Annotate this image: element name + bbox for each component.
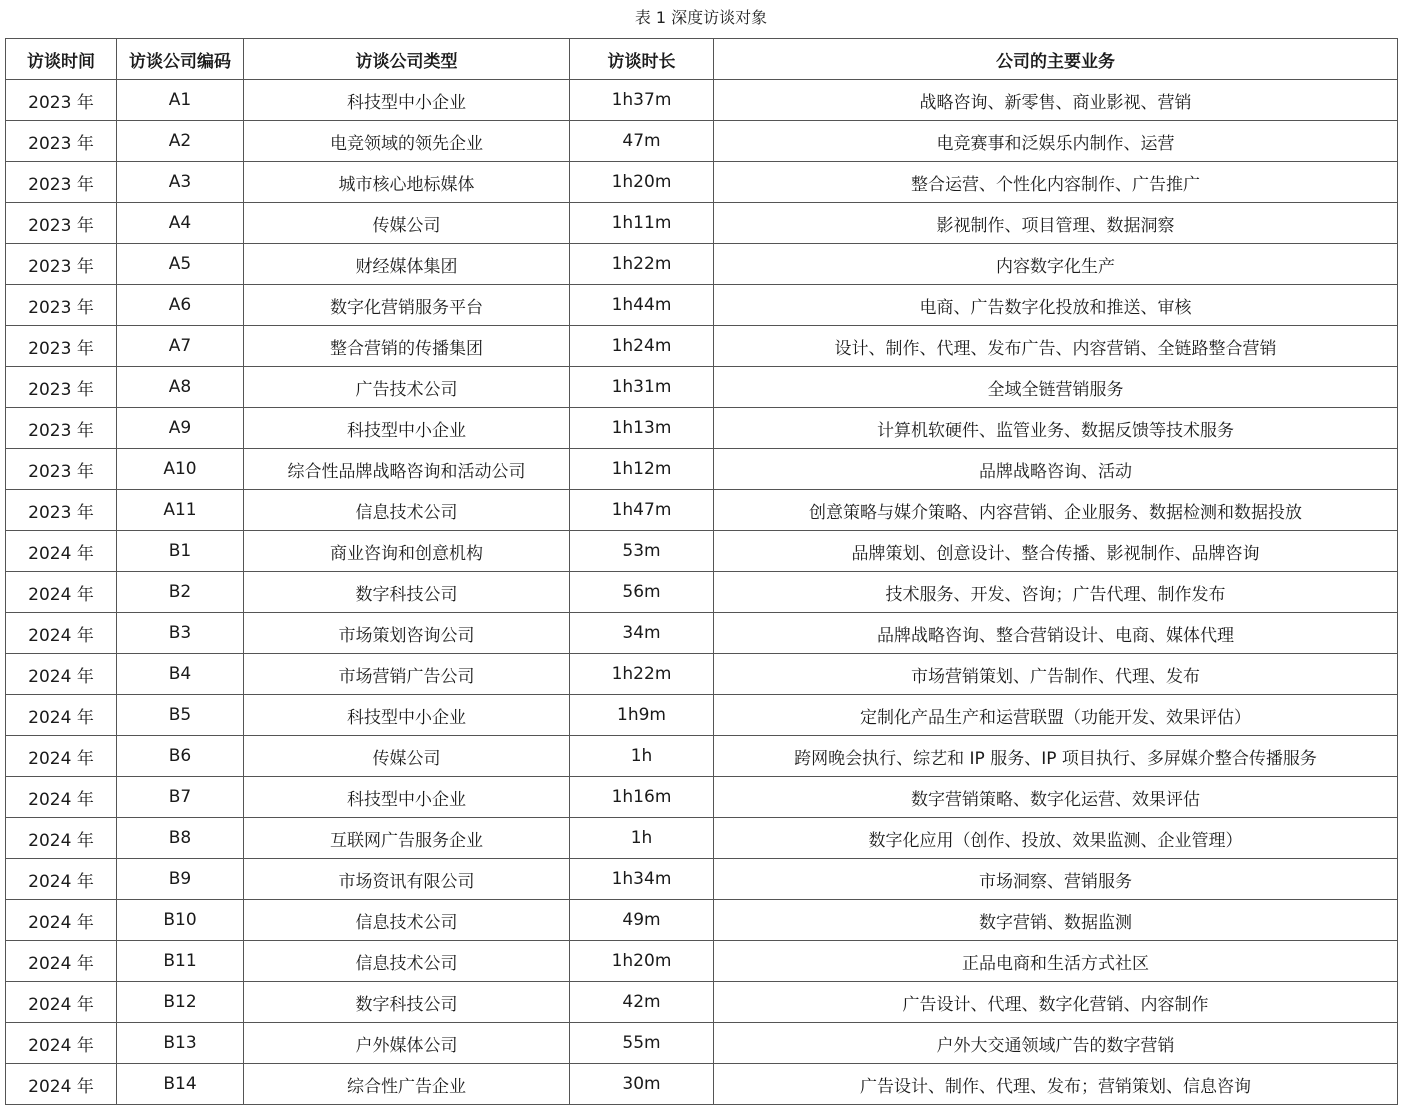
cell-interview-duration: 1h34m [570, 859, 714, 900]
header-row [6, 39, 1398, 80]
cell-company-type: 市场策划咨询公司 [244, 613, 570, 654]
cell-interview-time: 2023 年 [6, 408, 117, 449]
cell-main-business: 战略咨询、新零售、商业影视、营销 [714, 80, 1398, 121]
cell-interview-time: 2024 年 [6, 941, 117, 982]
cell-company-code: B13 [117, 1023, 244, 1064]
cell-main-business: 计算机软硬件、监管业务、数据反馈等技术服务 [714, 408, 1398, 449]
table-row [6, 1064, 1398, 1105]
cell-interview-duration: 1h24m [570, 326, 714, 367]
cell-company-type: 互联网广告服务企业 [244, 818, 570, 859]
cell-company-type: 商业咨询和创意机构 [244, 531, 570, 572]
cell-main-business: 设计、制作、代理、发布广告、内容营销、全链路整合营销 [714, 326, 1398, 367]
cell-interview-time: 2024 年 [6, 736, 117, 777]
cell-interview-duration: 1h20m [570, 941, 714, 982]
cell-main-business: 技术服务、开发、咨询；广告代理、制作发布 [714, 572, 1398, 613]
cell-main-business: 品牌战略咨询、活动 [714, 449, 1398, 490]
cell-interview-duration: 42m [570, 982, 714, 1023]
cell-interview-duration: 1h44m [570, 285, 714, 326]
cell-interview-time: 2024 年 [6, 818, 117, 859]
cell-interview-duration: 1h12m [570, 449, 714, 490]
cell-company-code: B2 [117, 572, 244, 613]
cell-interview-time: 2023 年 [6, 203, 117, 244]
table-row [6, 613, 1398, 654]
cell-company-code: B3 [117, 613, 244, 654]
cell-main-business: 电商、广告数字化投放和推送、审核 [714, 285, 1398, 326]
cell-main-business: 内容数字化生产 [714, 244, 1398, 285]
cell-interview-duration: 1h11m [570, 203, 714, 244]
cell-company-type: 广告技术公司 [244, 367, 570, 408]
cell-company-type: 科技型中小企业 [244, 408, 570, 449]
cell-interview-time: 2024 年 [6, 1023, 117, 1064]
cell-company-code: B5 [117, 695, 244, 736]
cell-company-type: 市场营销广告公司 [244, 654, 570, 695]
cell-interview-time: 2023 年 [6, 326, 117, 367]
cell-company-code: A9 [117, 408, 244, 449]
cell-company-type: 电竞领域的领先企业 [244, 121, 570, 162]
cell-main-business: 品牌策划、创意设计、整合传播、影视制作、品牌咨询 [714, 531, 1398, 572]
cell-main-business: 定制化产品生产和运营联盟（功能开发、效果评估） [714, 695, 1398, 736]
table-row [6, 408, 1398, 449]
cell-main-business: 品牌战略咨询、整合营销设计、电商、媒体代理 [714, 613, 1398, 654]
cell-interview-duration: 53m [570, 531, 714, 572]
cell-interview-duration: 1h [570, 818, 714, 859]
cell-main-business: 市场营销策划、广告制作、代理、发布 [714, 654, 1398, 695]
table-row [6, 818, 1398, 859]
cell-interview-time: 2024 年 [6, 654, 117, 695]
cell-company-code: B6 [117, 736, 244, 777]
cell-interview-time: 2024 年 [6, 613, 117, 654]
cell-company-type: 科技型中小企业 [244, 80, 570, 121]
table-row [6, 244, 1398, 285]
cell-interview-duration: 1h [570, 736, 714, 777]
table-row [6, 285, 1398, 326]
cell-company-code: A3 [117, 162, 244, 203]
header-company-type: 访谈公司类型 [244, 39, 570, 80]
cell-interview-time: 2024 年 [6, 695, 117, 736]
cell-company-code: B1 [117, 531, 244, 572]
cell-company-code: B14 [117, 1064, 244, 1105]
table-row [6, 1023, 1398, 1064]
cell-company-type: 传媒公司 [244, 736, 570, 777]
interview-table [5, 38, 1398, 1105]
table-row [6, 900, 1398, 941]
cell-interview-time: 2023 年 [6, 367, 117, 408]
cell-company-type: 科技型中小企业 [244, 777, 570, 818]
cell-interview-duration: 56m [570, 572, 714, 613]
table-caption: 表 1 深度访谈对象 [634, 8, 768, 27]
cell-company-code: B8 [117, 818, 244, 859]
cell-main-business: 跨网晚会执行、综艺和 IP 服务、IP 项目执行、多屏媒介整合传播服务 [714, 736, 1398, 777]
table-row [6, 572, 1398, 613]
cell-interview-duration: 1h47m [570, 490, 714, 531]
cell-interview-time: 2023 年 [6, 80, 117, 121]
cell-company-code: A10 [117, 449, 244, 490]
cell-interview-duration: 1h16m [570, 777, 714, 818]
cell-company-type: 数字科技公司 [244, 982, 570, 1023]
cell-company-type: 综合性品牌战略咨询和活动公司 [244, 449, 570, 490]
cell-interview-time: 2023 年 [6, 490, 117, 531]
table-row [6, 203, 1398, 244]
cell-main-business: 创意策略与媒介策略、内容营销、企业服务、数据检测和数据投放 [714, 490, 1398, 531]
cell-main-business: 数字营销、数据监测 [714, 900, 1398, 941]
cell-main-business: 整合运营、个性化内容制作、广告推广 [714, 162, 1398, 203]
cell-interview-time: 2024 年 [6, 531, 117, 572]
cell-interview-duration: 1h22m [570, 244, 714, 285]
header-company-code: 访谈公司编码 [117, 39, 244, 80]
table-row [6, 367, 1398, 408]
cell-company-type: 科技型中小企业 [244, 695, 570, 736]
table-row [6, 80, 1398, 121]
cell-company-type: 财经媒体集团 [244, 244, 570, 285]
cell-interview-time: 2023 年 [6, 449, 117, 490]
cell-interview-time: 2023 年 [6, 121, 117, 162]
cell-interview-time: 2023 年 [6, 285, 117, 326]
cell-company-type: 数字化营销服务平台 [244, 285, 570, 326]
cell-company-type: 传媒公司 [244, 203, 570, 244]
cell-main-business: 影视制作、项目管理、数据洞察 [714, 203, 1398, 244]
header-interview-time: 访谈时间 [6, 39, 117, 80]
cell-interview-time: 2024 年 [6, 777, 117, 818]
cell-company-code: B7 [117, 777, 244, 818]
cell-company-code: A2 [117, 121, 244, 162]
cell-interview-duration: 1h13m [570, 408, 714, 449]
cell-main-business: 市场洞察、营销服务 [714, 859, 1398, 900]
cell-interview-time: 2023 年 [6, 162, 117, 203]
table-row [6, 654, 1398, 695]
cell-interview-duration: 55m [570, 1023, 714, 1064]
cell-main-business: 广告设计、代理、数字化营销、内容制作 [714, 982, 1398, 1023]
cell-main-business: 正品电商和生活方式社区 [714, 941, 1398, 982]
cell-company-code: B11 [117, 941, 244, 982]
cell-main-business: 数字化应用（创作、投放、效果监测、企业管理） [714, 818, 1398, 859]
cell-interview-duration: 1h20m [570, 162, 714, 203]
cell-interview-duration: 1h22m [570, 654, 714, 695]
cell-interview-duration: 47m [570, 121, 714, 162]
cell-company-code: A7 [117, 326, 244, 367]
cell-company-code: B10 [117, 900, 244, 941]
table-row [6, 982, 1398, 1023]
table-body [6, 80, 1398, 1105]
table-row [6, 695, 1398, 736]
cell-interview-time: 2024 年 [6, 859, 117, 900]
cell-company-type: 信息技术公司 [244, 941, 570, 982]
cell-main-business: 电竞赛事和泛娱乐内制作、运营 [714, 121, 1398, 162]
cell-interview-time: 2024 年 [6, 900, 117, 941]
table-row [6, 162, 1398, 203]
cell-company-code: A4 [117, 203, 244, 244]
cell-interview-duration: 1h31m [570, 367, 714, 408]
table-row [6, 736, 1398, 777]
cell-interview-duration: 1h37m [570, 80, 714, 121]
cell-company-code: A1 [117, 80, 244, 121]
cell-company-type: 户外媒体公司 [244, 1023, 570, 1064]
cell-company-code: A8 [117, 367, 244, 408]
cell-company-code: B4 [117, 654, 244, 695]
table-row [6, 449, 1398, 490]
header-interview-duration: 访谈时长 [570, 39, 714, 80]
cell-company-type: 市场资讯有限公司 [244, 859, 570, 900]
cell-main-business: 广告设计、制作、代理、发布；营销策划、信息咨询 [714, 1064, 1398, 1105]
cell-company-type: 信息技术公司 [244, 900, 570, 941]
cell-interview-duration: 30m [570, 1064, 714, 1105]
cell-interview-duration: 49m [570, 900, 714, 941]
table-row [6, 490, 1398, 531]
cell-company-type: 综合性广告企业 [244, 1064, 570, 1105]
cell-interview-time: 2024 年 [6, 572, 117, 613]
cell-company-code: A6 [117, 285, 244, 326]
header-main-business: 公司的主要业务 [714, 39, 1398, 80]
cell-company-code: B9 [117, 859, 244, 900]
table-header [6, 39, 1398, 80]
table-row [6, 859, 1398, 900]
cell-interview-time: 2024 年 [6, 982, 117, 1023]
cell-main-business: 全域全链营销服务 [714, 367, 1398, 408]
cell-company-code: A5 [117, 244, 244, 285]
table-row [6, 531, 1398, 572]
cell-company-code: B12 [117, 982, 244, 1023]
cell-company-type: 整合营销的传播集团 [244, 326, 570, 367]
table-row [6, 326, 1398, 367]
table-row [6, 941, 1398, 982]
cell-interview-duration: 34m [570, 613, 714, 654]
cell-company-type: 城市核心地标媒体 [244, 162, 570, 203]
cell-main-business: 数字营销策略、数字化运营、效果评估 [714, 777, 1398, 818]
cell-company-type: 信息技术公司 [244, 490, 570, 531]
cell-company-type: 数字科技公司 [244, 572, 570, 613]
cell-interview-duration: 1h9m [570, 695, 714, 736]
cell-company-code: A11 [117, 490, 244, 531]
cell-main-business: 户外大交通领域广告的数字营销 [714, 1023, 1398, 1064]
cell-interview-time: 2023 年 [6, 244, 117, 285]
table-row [6, 121, 1398, 162]
cell-interview-time: 2024 年 [6, 1064, 117, 1105]
table-row [6, 777, 1398, 818]
